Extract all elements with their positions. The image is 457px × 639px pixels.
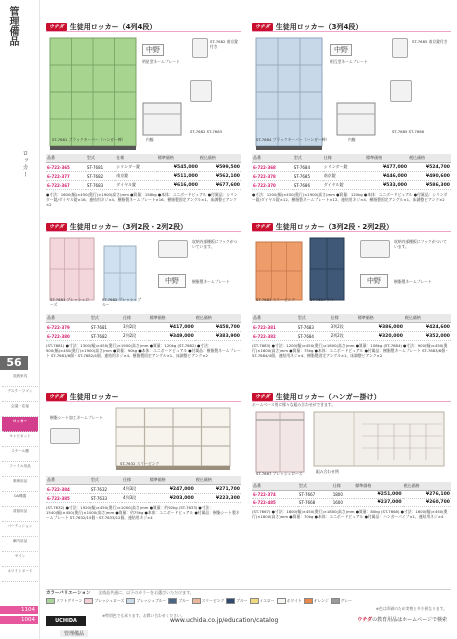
- nameplate-image: [50, 428, 80, 444]
- spec-notes: (ST-7683) ●寸法：1200(幅)×450(奥行)×1600(高さ)mm ●質量：108kg (ST-7684) ●寸法：900(幅)×450(奥行)×1600(高さ)mm ●質量：75kg ●本体：ユニボードピュアル ●付属品：樹脂製ネームプレート ST-7683/6個・ST-7684/4個、連結用ネジ×4、樹脂製固定アングル×1、床調整ピアンク×2: [252, 343, 449, 358]
- table-row: 6-722-368 ST-7684 シリンダー錠 ¥477,000 ¥524,700: [253, 164, 450, 170]
- footer-brand-name: ウチダ: [357, 617, 373, 623]
- swatch-label: オレンジ: [313, 598, 329, 603]
- table-row: 6-722-365 ST-7681 シリンダー錠 ¥545,000 ¥599,500: [47, 164, 240, 170]
- col-header: 税込価格: [195, 314, 241, 323]
- product-photo-area: [252, 234, 451, 314]
- product-label: ST-7632 スリーピンク: [120, 461, 160, 466]
- table-row: 6-722-379 ST-7681 3列2段 ¥417,000 ¥458,700: [47, 324, 240, 330]
- col-header: 仕様: [323, 154, 365, 163]
- code-tag-bottom: 1004: [0, 616, 38, 624]
- product-section-1: [46, 22, 241, 207]
- col-header: 仕様: [122, 314, 149, 323]
- color-swatch: [277, 598, 302, 604]
- locker-image: [254, 36, 324, 151]
- color-swatch: [304, 598, 329, 604]
- footer-brand-note: の教育用品はホームページで検索: [372, 617, 447, 623]
- nameplate-caption: 明星型ネームプレート: [142, 59, 180, 64]
- nav-item[interactable]: OA機器: [2, 492, 38, 507]
- product-label: ST-7683 スリーピンク: [256, 297, 296, 302]
- nameplate-caption: 樹脂製ネームプレート: [394, 279, 432, 284]
- color-swatch: [331, 598, 352, 604]
- swatch-color-box: [126, 598, 135, 604]
- product-label: ST-7684 ブルー: [310, 297, 338, 302]
- col-header: 税込価格: [199, 154, 241, 163]
- nameplate-image: 中野: [360, 274, 388, 288]
- nameplate-caption: 相互型ネームプレート: [330, 59, 368, 64]
- nav-item[interactable]: ホワイトボード: [2, 567, 38, 582]
- table-row: 6-722-378 ST-7685 南京錠 ¥446,000 ¥490,600: [253, 173, 450, 179]
- brand-logo: ウチダ: [46, 23, 67, 31]
- interior-image: [336, 102, 376, 136]
- col-header: 型式: [298, 482, 332, 491]
- brand-logo: ウチダ: [46, 393, 67, 401]
- section-heading: 生徒用ロッカー（ハンガー掛け）: [275, 392, 381, 401]
- col-header: 品番: [46, 476, 90, 485]
- swatch-label: スリーピンク: [201, 598, 225, 603]
- product-label: ST-7681 ブレッシュローズ: [50, 297, 90, 307]
- section-title: [252, 22, 451, 32]
- swatch-list: [46, 598, 451, 604]
- spec-table: [252, 482, 451, 507]
- section-heading: 生徒用ロッカー（3列2段・2列2段）: [69, 222, 188, 231]
- col-header: 仕様: [332, 482, 355, 491]
- nav-item[interactable]: キャビネット: [2, 432, 38, 447]
- left-sidebar: [0, 0, 40, 639]
- spec-notes: ●寸法：1600(幅)×450(奥行)×1900(高さ)mm ●質量：158kg ●本体：ユニボードピュアル ●付属品：シリンダー錠/ダイヤル錠×16、連結用ネジ×4、樹脂製ネームプレート×16、樹脂製固定アングル×1、床調整ピアンク×2: [46, 192, 238, 207]
- interior-label: 内観: [348, 137, 356, 142]
- swatch-color-box: [250, 598, 259, 604]
- spec-table: [252, 314, 451, 341]
- col-header: 品番: [252, 154, 293, 163]
- swatch-color-box: [331, 598, 340, 604]
- product-photo-area: [252, 410, 451, 482]
- brand-logo: ウチダ: [46, 223, 67, 231]
- col-header: 品番: [46, 154, 86, 163]
- nameplate-image: 中野: [142, 44, 164, 56]
- swatch-color-box: [46, 598, 55, 604]
- col-header: 税込価格: [408, 154, 451, 163]
- section-heading: 生徒用ロッカー（3列4段）: [275, 22, 363, 31]
- category-title: 管理備品: [7, 6, 18, 46]
- color-swatch: [226, 598, 247, 604]
- table-row: 6-722-377 ST-7682 南京錠 ¥511,000 ¥562,100: [47, 173, 240, 179]
- table-row: 6-722-384 ST-7632 4列3段 ¥247,000 ¥271,700: [47, 486, 240, 492]
- brand-logo: ウチダ: [252, 23, 273, 31]
- brand-logo: ウチダ: [252, 393, 273, 401]
- swatch-label: ホワイト: [286, 598, 302, 603]
- section-heading: 生徒用ロッカー（4列4段）: [69, 22, 157, 31]
- section-title: [252, 392, 451, 402]
- footer: [40, 606, 457, 639]
- option-label: ST-7682 ST-7683: [190, 129, 223, 134]
- swatch-label: ブルー: [236, 598, 248, 603]
- nav-item[interactable]: 事務用品: [2, 477, 38, 492]
- table-row: 6-722-374 ST-7667 1800 ¥251,000 ¥276,100: [253, 491, 450, 497]
- col-header: 標準価格: [357, 314, 404, 323]
- nav-item[interactable]: 会議・応接: [2, 402, 38, 417]
- color-variation-note: 全商品共通に、以下のカラーをお選びいただけます。: [98, 590, 194, 595]
- color-swatch: [46, 598, 82, 604]
- spec-notes: (ST-7681) ●寸法：1300(幅)×450(奥行)×1900(高さ)mm ●質量：120kg (ST-7682) ●寸法：900(幅)×450(奥行)×1900(高さ)mm ●質量：90kg ●本体：ユニボードピュアル ●付属品：樹脂製ネームプレート ST-7681/6個・ST-7682/4個、連結用ネジ×4、樹脂製固定アングル×1、床調整ピアンク×2: [46, 343, 241, 358]
- section-subtitle: ホームベース用に様々な組み合わせができます。: [252, 402, 336, 407]
- hook-caption: 収納内部棚板にフックがついています。: [192, 239, 238, 249]
- color-swatch: [192, 598, 225, 604]
- table-row: 6-722-370 ST-7686 ダイヤル錠 ¥533,000 ¥586,300: [253, 182, 450, 188]
- spec-notes: (ST-7667) ●寸法：1800(幅)×450(奥行)×1800(高さ)mm ●質量：80kg (ST-7668) ●寸法：1600(幅)×450(奥行)×1800(高さ)mm ●質量：70kg ●本体：ユニボードピュアル ●付属品：ハンガーパイプ×1、連結用ネジ×4: [252, 508, 448, 519]
- category-nav: [2, 372, 38, 582]
- product-photo-area: [46, 234, 241, 314]
- code-tag-top: 1104: [0, 606, 38, 614]
- locker-image: [48, 36, 138, 151]
- col-header: 税込価格: [403, 482, 451, 491]
- nameplate-image: 中野: [158, 274, 186, 288]
- nav-item[interactable]: ファイル用品: [2, 462, 38, 477]
- lock-icon: [392, 38, 408, 58]
- col-header: 型式: [293, 154, 323, 163]
- lock-icon: [192, 38, 208, 58]
- dial-lock-icon: [190, 80, 212, 102]
- swatch-label: ブレッシュブルー: [136, 598, 167, 603]
- table-row: 6-722-385 ST-7633 4列3段 ¥203,000 ¥223,300: [47, 495, 240, 501]
- swatch-label: イエロー: [259, 598, 275, 603]
- product-label: ST-7681 ブラックキーパー（ハンガー棒）: [52, 137, 126, 142]
- col-header: 標準価格: [157, 154, 199, 163]
- color-swatch: [84, 598, 124, 604]
- swatch-color-box: [84, 598, 93, 604]
- product-section-2: [252, 22, 451, 202]
- col-header: 税込価格: [404, 314, 451, 323]
- nav-item[interactable]: 収納家具: [2, 372, 38, 387]
- spec-notes: (ST-7632) ●寸法：1920(幅)×450(奥行)×1000(高さ)mm ●質量：約92kg (ST-7633) ●寸法：1540(幅)×450(奥行)×1000(高さ)mm ●質量：約75kg ●本体：ユニボードピュアル ●付属品：樹脂シート製ネームプレート ST-7632/15個・ST-7633/12個、連結用ネジ×4: [46, 505, 240, 520]
- uchida-logo: UCHIDA: [46, 616, 86, 626]
- product-section-6: [252, 392, 451, 519]
- product-section-5: [46, 392, 241, 520]
- brand-logo: ウチダ: [252, 223, 273, 231]
- product-section-4: [252, 222, 451, 358]
- swatch-label: ブルー: [178, 598, 190, 603]
- section-title: [252, 222, 451, 232]
- nav-item[interactable]: 清掃用品: [2, 507, 38, 522]
- spec-table: [252, 154, 451, 190]
- swatch-color-box: [226, 598, 235, 604]
- table-row: 6-722-367 ST-7683 ダイヤル錠 ¥616,000 ¥677,600: [47, 182, 240, 188]
- nav-item-active[interactable]: ロッカー: [2, 417, 38, 432]
- col-header: 型式: [90, 476, 122, 485]
- page-number: 56: [0, 356, 28, 370]
- nav-item[interactable]: スチール棚: [2, 447, 38, 462]
- section-title: [46, 392, 241, 402]
- color-swatch: [250, 598, 275, 604]
- color-print-note: ※色は印刷のため実物と多少異なります。: [375, 606, 447, 611]
- col-header: 仕様: [122, 476, 149, 485]
- nameplate-image: 中野: [330, 44, 352, 56]
- dial-lock-icon: [390, 80, 412, 102]
- color-swatch: [168, 598, 189, 604]
- combination-image: [312, 410, 448, 470]
- lock-caption: ST-7682 南京錠付き: [210, 39, 239, 49]
- spec-table: [46, 314, 241, 341]
- combination-label: 組み合わせ例: [316, 468, 339, 474]
- nav-item[interactable]: パーティション: [2, 522, 38, 537]
- product-section-3: [46, 222, 241, 358]
- spec-table: [46, 476, 241, 503]
- nameplate-caption: 樹脂製ネームプレート: [192, 279, 230, 284]
- product-label: ST-7667 ブレッシュローズ: [256, 470, 303, 476]
- option-label: ST-7685 ST-7686: [392, 129, 425, 134]
- swatch-color-box: [192, 598, 201, 604]
- swatch-label: ソフトグリーン: [56, 598, 83, 603]
- table-row: 6-722-485 ST-7668 1600 ¥237,000 ¥260,700: [253, 499, 450, 505]
- lock-caption: ST-7685 南京錠付き: [412, 39, 448, 44]
- nav-item[interactable]: サイン: [2, 552, 38, 567]
- col-header: 仕様: [330, 314, 357, 323]
- nameplate-caption: 樹脂シート加工ネームプレート: [50, 415, 104, 420]
- color-swatch: [126, 598, 166, 604]
- swatch-color-box: [304, 598, 313, 604]
- col-header: 標準価格: [149, 314, 195, 323]
- swatch-label: グレー: [340, 598, 353, 603]
- col-header: 税込価格: [195, 476, 241, 485]
- col-header: 仕様: [115, 154, 157, 163]
- catalog-url-link[interactable]: www.uchida.co.jp/education/catalog: [170, 617, 279, 624]
- col-header: 標準価格: [365, 154, 408, 163]
- col-header: 品番: [252, 314, 297, 323]
- col-header: 品番: [46, 314, 90, 323]
- col-header: 型式: [86, 154, 115, 163]
- interior-label: 内観: [146, 137, 154, 142]
- col-header: 標準価格: [354, 482, 402, 491]
- col-header: 標準価格: [149, 476, 195, 485]
- nav-item[interactable]: 庫内用品: [2, 537, 38, 552]
- product-photo-area: [46, 404, 241, 476]
- footer-brand: [357, 616, 447, 623]
- section-heading: 生徒用ロッカー: [69, 392, 119, 401]
- hook-caption: 収納内部棚板にフックがついています。: [394, 239, 447, 249]
- swatch-color-box: [168, 598, 177, 604]
- section-heading: 生徒用ロッカー（3列2段・2列2段）: [275, 222, 394, 231]
- nav-item[interactable]: デスク・ワゴン: [2, 387, 38, 402]
- hook-image: [360, 240, 390, 258]
- table-row: 6-722-382 ST-7684 2列2段 ¥320,000 ¥352,000: [253, 333, 450, 339]
- product-photo-area: [46, 34, 241, 154]
- hook-image: [158, 240, 188, 258]
- table-row: 6-722-380 ST-7682 2列2段 ¥349,000 ¥383,900: [47, 333, 240, 339]
- swatch-color-box: [277, 598, 286, 604]
- spec-notes: ●寸法：1200(幅)×450(奥行)×1900(高さ)mm ●質量：120kg ●本体：ユニボードピュアル ●付属品：シリンダー錠/ダイヤル錠×12、樹脂製ネームプレート×12、連結用ネジ×4、樹脂製固定アングル×1、床調整ピアンク×2: [252, 192, 448, 202]
- footer-note: ※特別色でも承ります。お問い合わせください。: [102, 613, 185, 618]
- section-title: [46, 222, 241, 232]
- footer-category: 管理備品: [60, 630, 88, 637]
- interior-image: [142, 102, 182, 136]
- table-row: 6-722-381 ST-7683 3列2段 ¥386,000 ¥424,600: [253, 324, 450, 330]
- spec-table: [46, 154, 241, 190]
- swatch-label: ブレッシュローズ: [94, 598, 125, 603]
- col-header: 型式: [90, 314, 122, 323]
- product-photo-area: [252, 34, 451, 154]
- col-header: 品番: [252, 482, 298, 491]
- locker-image: [254, 410, 308, 478]
- sub-category-label: ロッカー: [21, 150, 28, 178]
- section-title: [46, 22, 241, 32]
- col-header: 型式: [297, 314, 330, 323]
- color-variation-title: カラーバリエーション: [46, 591, 91, 596]
- product-label: ST-7684 ブラックキーパー（ハンガー棒）: [256, 137, 330, 142]
- product-label: ST-7682 ブレッシュブルー: [102, 297, 142, 307]
